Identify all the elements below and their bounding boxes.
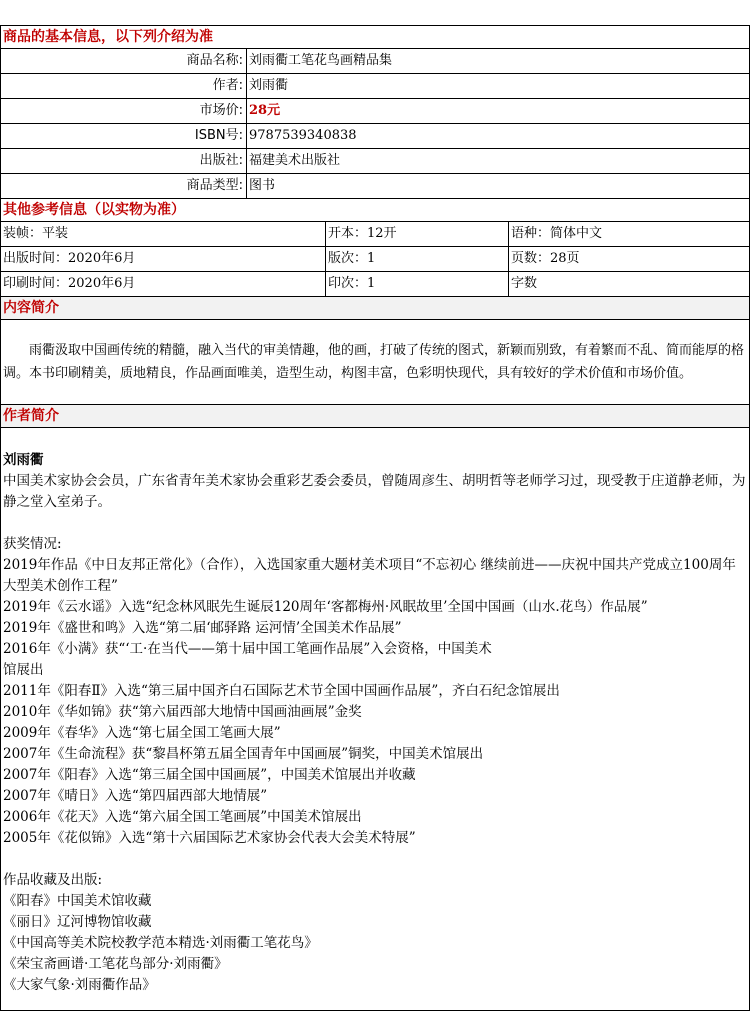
info-row-title [1,49,749,74]
awards-title: 获奖情况: [3,536,62,552]
award-item: 馆展出 [3,662,44,678]
content-summary: 雨衢汲取中国画传统的精髓，融入当代的审美情趣，他的画，打破了传统的图式，新颖而别致，有着繁而不乱、简而能厚的格调。本书印刷精美，质地精良，作品画面唯美，造型生动，构图丰富，色彩明快现代，具有较好的学术价值和市场价值。 [1,320,749,405]
award-item: 2006年《花天》入选“第六届全国工笔画展”中国美术馆展出 [3,809,362,825]
author-section [1,428,749,1011]
info-value: 9787539340838 [249,128,357,143]
word-count-cell: 字数 [511,276,538,291]
collection-item: 《丽日》辽河博物馆收藏 [3,914,152,930]
basic-info-heading: 商品的基本信息，以下列介绍为准 [1,26,749,49]
language-cell: 语种：简体中文 [511,226,603,241]
award-item: 2007年《阳春》入选“第三届全国中国画展”，中国美术馆展出并收藏 [3,767,416,783]
info-label: 商品名称: [1,49,247,73]
other-info-row [1,272,749,297]
info-label: ISBN号: [1,124,247,148]
award-item: 2005年《花似锦》入选“第十六届国际艺术家协会代表大会美术特展” [3,830,416,846]
content-heading: 内容简介 [1,297,749,320]
info-row-isbn [1,124,749,149]
award-item: 2010年《华如锦》获“第六届西部大地情中国画油画展”金奖 [3,704,362,720]
impression-cell: 印次：1 [326,272,509,296]
info-label: 出版社: [1,149,247,173]
info-row-publisher [1,149,749,174]
award-item: 2019年《云水谣》入选“纪念林风眠先生诞辰120周年‘客都梅州·风眠故里’全国中国画（山水.花鸟）作品展” [3,599,648,615]
author-bio: 中国美术家协会会员，广东省青年美术家协会重彩艺委会委员，曾随周彦生、胡明哲等老师学习过，现受教于庄道静老师，为静之堂入室弟子。 [3,473,746,510]
info-value: 刘雨衢工笔花鸟画精品集 [249,53,393,68]
award-item: 2019年《盛世和鸣》入选“第二届‘邮驿路 运河情’全国美术作品展” [3,620,402,636]
award-item: 2007年《晴日》入选“第四届西部大地情展” [3,788,268,804]
other-info-row [1,247,749,272]
publish-date-cell: 出版时间：2020年6月 [1,247,326,271]
award-item: 2011年《阳春Ⅱ》入选“第三届中国齐白石国际艺术节全国中国画作品展”，齐白石纪念馆展出 [3,683,560,699]
other-info-row [1,222,749,247]
binding-cell: 装帧：平装 [1,222,326,246]
info-label: 市场价: [1,99,247,123]
pages-cell: 页数：28页 [511,251,580,266]
info-label: 作者: [1,74,247,98]
other-info-heading: 其他参考信息（以实物为准） [1,199,749,222]
info-value: 福建美术出版社 [249,153,341,168]
author-heading: 作者简介 [1,405,749,428]
award-item: 2007年《生命流程》获“黎昌杯第五届全国青年中国画展”铜奖，中国美术馆展出 [3,746,484,762]
collections-title: 作品收藏及出版: [3,872,103,888]
award-item: 2009年《春华》入选“第七届全国工笔画大展” [3,725,281,741]
collection-item: 《中国高等美术院校教学范本精选·刘雨衢工笔花鸟》 [3,935,318,951]
info-row-author [1,74,749,99]
format-cell: 开本：12开 [326,222,509,246]
info-label: 商品类型: [1,174,247,198]
edition-cell: 版次：1 [326,247,509,271]
price-value: 28元 [249,103,281,118]
author-name: 刘雨衢 [3,452,44,468]
product-info-sheet [0,25,750,1011]
award-item: 2019年作品《中日友邦正常化》（合作），入选国家重大题材美术项目“不忘初心 继续前进——庆祝中国共产党成立100周年大型美术创作工程” [3,557,736,594]
info-value: 图书 [249,178,276,193]
print-date-cell: 印刷时间：2020年6月 [1,272,326,296]
award-item: 2016年《小满》获“‘工·在当代——第十届中国工笔画作品展”入会资格，中国美术 [3,641,492,657]
info-value: 刘雨衢 [249,78,289,93]
collection-item: 《大家气象·刘雨衢作品》 [3,977,156,993]
info-row-type [1,174,749,199]
collection-item: 《阳春》中国美术馆收藏 [3,893,152,909]
collection-item: 《荣宝斋画谱·工笔花鸟部分·刘雨衢》 [3,956,228,972]
info-row-price [1,99,749,124]
